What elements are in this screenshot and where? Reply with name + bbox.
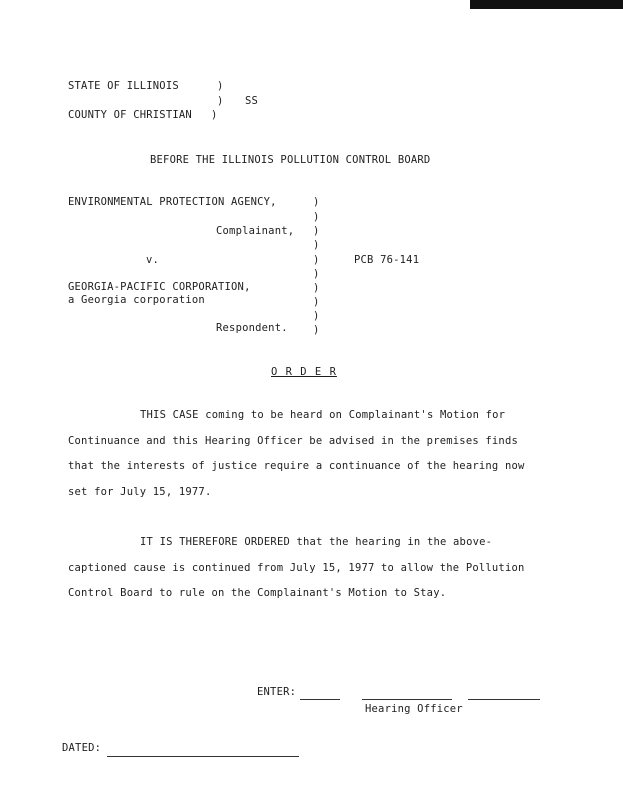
versus-label: v. bbox=[146, 254, 160, 266]
caption-bracket: ) bbox=[313, 268, 320, 280]
caption-bracket: ) bbox=[313, 324, 320, 336]
bracket-1: ) bbox=[217, 80, 224, 92]
venue-state: STATE OF ILLINOIS bbox=[68, 80, 179, 92]
bracket-2: ) bbox=[217, 95, 224, 107]
caption-bracket: ) bbox=[313, 211, 320, 223]
venue-county: COUNTY OF CHRISTIAN bbox=[68, 109, 192, 121]
respondent-name: GEORGIA-PACIFIC CORPORATION, bbox=[68, 281, 251, 293]
scan-edge-artifact bbox=[470, 0, 623, 9]
caption-bracket: ) bbox=[313, 196, 320, 208]
caption-bracket: ) bbox=[313, 310, 320, 322]
case-number: PCB 76-141 bbox=[354, 254, 420, 266]
order-title: O R D E R bbox=[271, 366, 337, 378]
caption-bracket: ) bbox=[313, 296, 320, 308]
dated-label: DATED: bbox=[62, 742, 102, 754]
board-heading: BEFORE THE ILLINOIS POLLUTION CONTROL BOARD bbox=[150, 154, 431, 166]
order-paragraph-1: THIS CASE coming to be heard on Complainant's Motion for Continuance and this Hearing Officer be advised in the premises finds that the interests of justice require a continuance of the hearing now set for July 15, 1977. bbox=[68, 409, 525, 498]
caption-bracket: ) bbox=[313, 282, 320, 294]
enter-label: ENTER: bbox=[257, 686, 297, 698]
enter-signature-line bbox=[362, 699, 452, 700]
dated-line bbox=[107, 756, 299, 757]
respondent-desc: a Georgia corporation bbox=[68, 294, 205, 306]
complainant-role: Complainant, bbox=[216, 225, 295, 237]
caption-bracket: ) bbox=[313, 239, 320, 251]
complainant-name: ENVIRONMENTAL PROTECTION AGENCY, bbox=[68, 196, 277, 208]
caption-bracket: ) bbox=[313, 254, 320, 266]
venue-ss: SS bbox=[245, 95, 259, 107]
enter-signature-line bbox=[300, 699, 340, 700]
caption-bracket: ) bbox=[313, 225, 320, 237]
hearing-officer-label: Hearing Officer bbox=[365, 703, 463, 715]
order-paragraph-2: IT IS THEREFORE ORDERED that the hearing in the above-captioned cause is continued from July 15, 1977 to allow the Pollution Control Board to rule on the Complainant's Motion to Stay. bbox=[68, 536, 525, 599]
bracket-3: ) bbox=[211, 109, 218, 121]
enter-signature-line bbox=[468, 699, 540, 700]
respondent-role: Respondent. bbox=[216, 322, 288, 334]
